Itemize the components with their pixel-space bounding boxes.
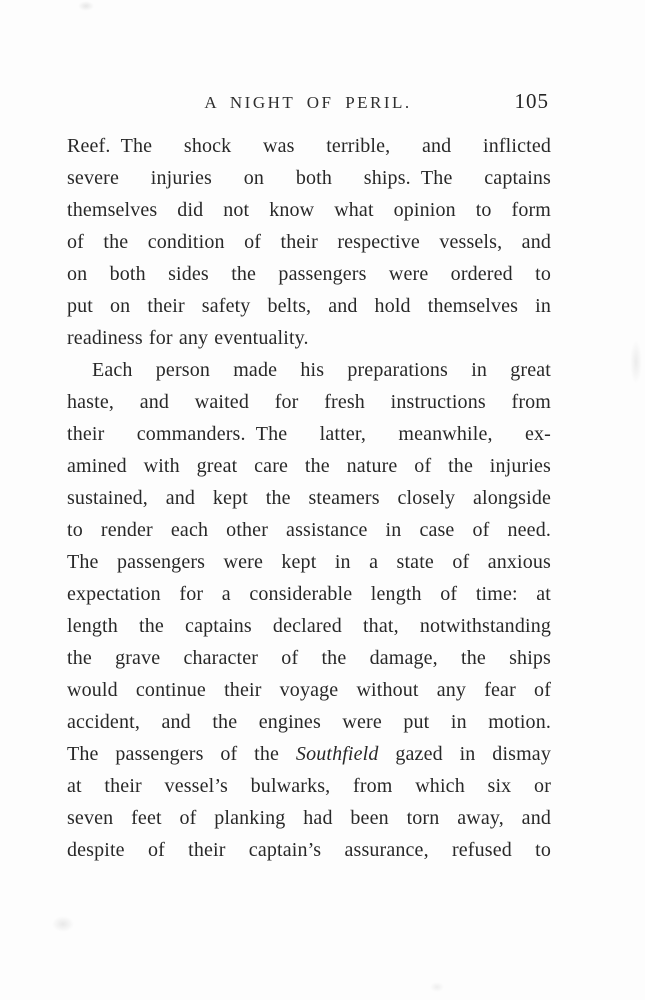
- text-line: [67, 354, 551, 386]
- text-run: The passengers were kept in a state of anxious: [67, 551, 551, 573]
- text-run: expectation for a considerable length of time: at: [67, 583, 551, 605]
- text-run: accident, and the engines were put in motion.: [67, 711, 551, 733]
- text-line: [67, 258, 551, 290]
- text-run: Reef. The shock was terrible, and inflicted: [67, 135, 551, 157]
- text-line: [67, 834, 551, 866]
- text-line: [67, 610, 551, 642]
- text-run: sustained, and kept the steamers closely alongside: [67, 487, 551, 509]
- text-line: [67, 514, 551, 546]
- text-run: themselves did not know what opinion to form: [67, 199, 551, 221]
- text-run: amined with great care the nature of the injuries: [67, 455, 551, 477]
- text-line: [67, 194, 551, 226]
- text-run: to render each other assistance in case of need.: [67, 519, 551, 541]
- text-line: [67, 482, 551, 514]
- text-run: would continue their voyage without any fear of: [67, 679, 551, 701]
- text-run: length the captains declared that, notwithstanding: [67, 615, 551, 637]
- text-line: [67, 290, 551, 322]
- text-run: despite of their captain’s assurance, refused to: [67, 839, 551, 861]
- running-title: A NIGHT OF PERIL.: [204, 93, 412, 112]
- text-line: [67, 738, 551, 770]
- text-run: put on their safety belts, and hold themselves in: [67, 295, 551, 317]
- text-run: their commanders. The latter, meanwhile, ex-: [67, 423, 551, 445]
- scan-artifact: [52, 916, 74, 932]
- text-line: [67, 674, 551, 706]
- text-run: The passengers of the: [67, 743, 296, 765]
- text-line: [67, 386, 551, 418]
- text-line: [67, 130, 551, 162]
- scan-artifact: [78, 1, 94, 11]
- text-line: [67, 642, 551, 674]
- text-run: gazed in dismay: [378, 743, 551, 765]
- text-line: [67, 322, 551, 354]
- text-line: [67, 546, 551, 578]
- text-run: Each person made his preparations in great: [92, 359, 551, 381]
- text-line: [67, 226, 551, 258]
- ship-name-italic: Southfield: [295, 743, 379, 765]
- page-header: [67, 89, 549, 113]
- text-line: [67, 450, 551, 482]
- text-run: seven feet of planking had been torn away, and: [67, 807, 551, 829]
- text-line: [67, 706, 551, 738]
- text-line: [67, 578, 551, 610]
- text-line: [67, 770, 551, 802]
- text-run: the grave character of the damage, the ships: [67, 647, 551, 669]
- text-line: [67, 162, 551, 194]
- page-number: 105: [514, 89, 549, 113]
- scan-artifact: [630, 340, 642, 384]
- text-run: readiness for any eventuality.: [67, 327, 309, 349]
- text-run: on both sides the passengers were ordered to: [67, 263, 551, 285]
- text-run: of the condition of their respective vessels, and: [67, 231, 551, 253]
- text-run: at their vessel’s bulwarks, from which six or: [67, 775, 551, 797]
- text-run: severe injuries on both ships. The captains: [67, 167, 551, 189]
- scan-artifact: [430, 982, 444, 992]
- text-line: [67, 418, 551, 450]
- page-body: [67, 130, 551, 866]
- text-line: [67, 802, 551, 834]
- text-run: haste, and waited for fresh instructions from: [67, 391, 551, 413]
